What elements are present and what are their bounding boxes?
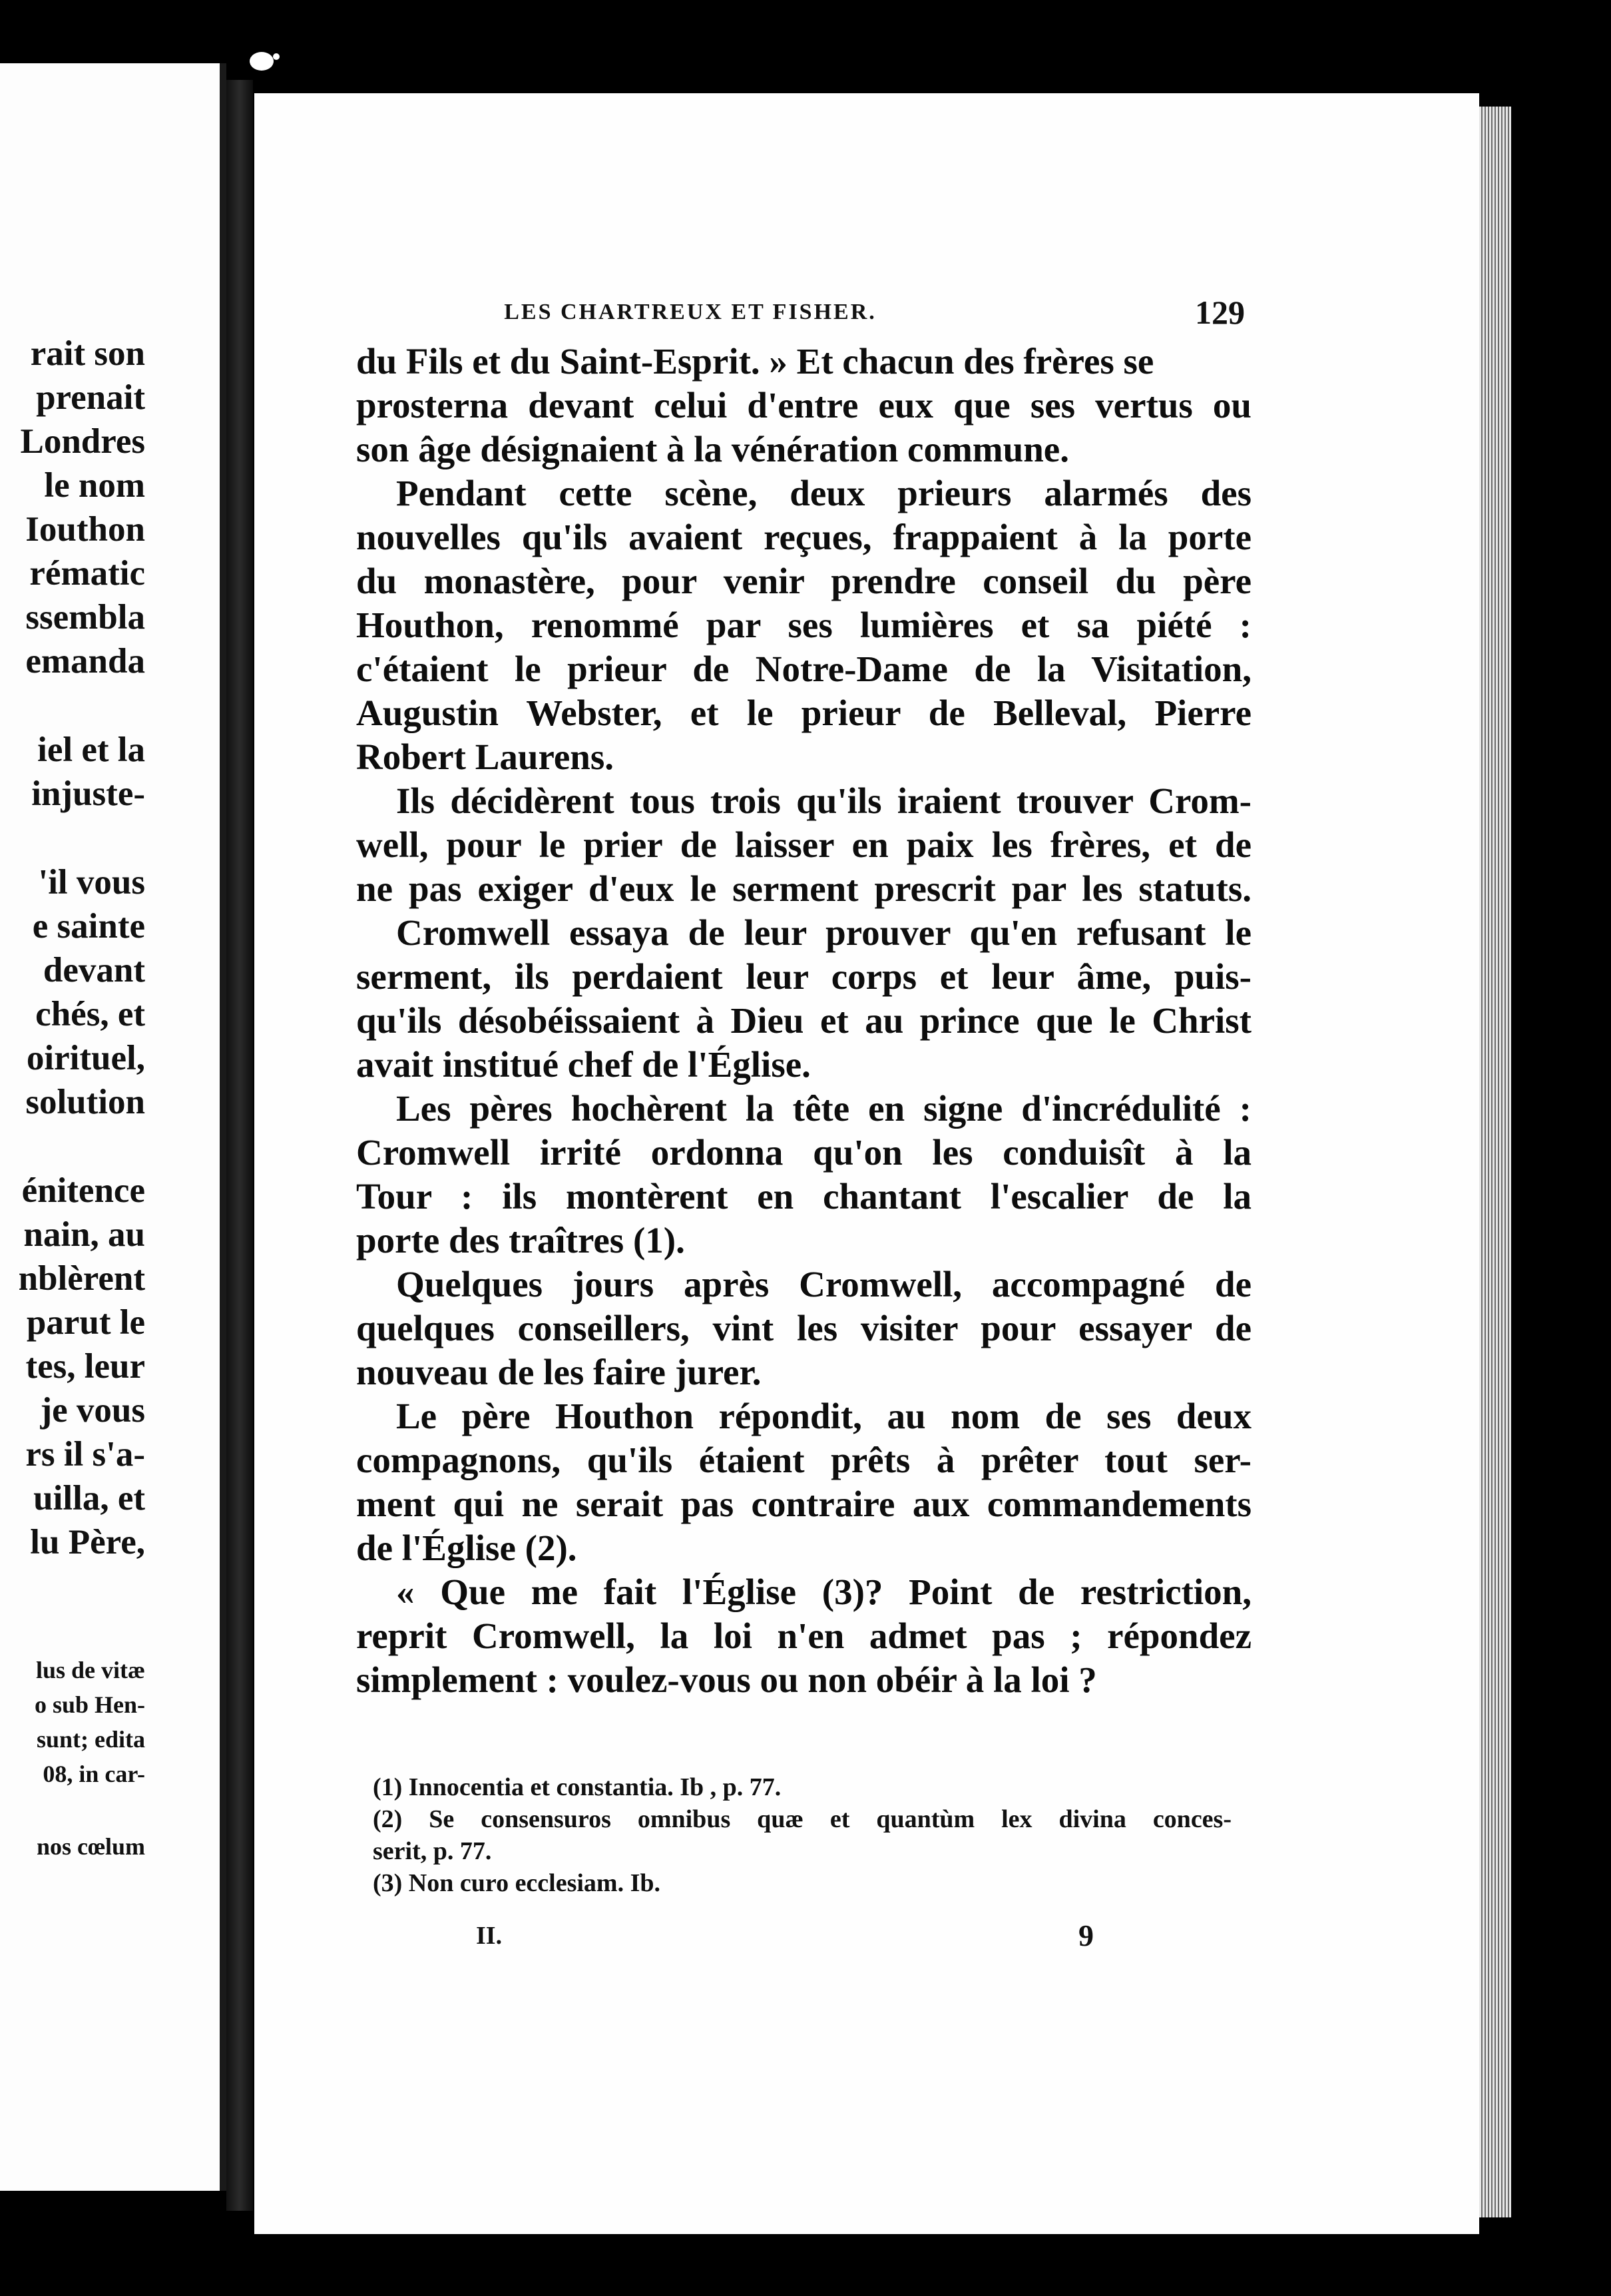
text-line: Ils décidèrent tous trois qu'ils iraient trouver Crom- xyxy=(396,780,1252,821)
text-line: qu'ils désobéissaient à Dieu et au prince que le Christ xyxy=(356,1000,1252,1041)
text-line: reprit Cromwell, la loi n'en admet pas ; répondez xyxy=(356,1615,1252,1656)
previous-page xyxy=(0,63,226,2191)
text-line: Houthon, renommé par ses lumières et sa piété : xyxy=(356,605,1252,645)
text-line: ne pas exiger d'eux le serment prescrit par les statuts. xyxy=(356,868,1252,909)
text-line: compagnons, qu'ils étaient prêts à prêter tout ser- xyxy=(356,1440,1252,1480)
left-page-line: Londres xyxy=(20,422,145,461)
left-page-footnote-line: 08, in car- xyxy=(43,1761,145,1787)
left-page-line: solution xyxy=(25,1083,145,1121)
text-line: well, pour le prier de laisser en paix les frères, et de xyxy=(356,824,1252,865)
text-line: serment, ils perdaient leur corps et leur âme, puis- xyxy=(356,956,1252,997)
left-page-line: rait son xyxy=(30,334,145,373)
text-line: du Fils et du Saint-Esprit. » Et chacun des frères se xyxy=(356,341,1154,382)
left-page-line: iel et la xyxy=(37,730,145,769)
left-page-line: parut le xyxy=(26,1303,145,1342)
left-page-line: chés, et xyxy=(35,995,145,1033)
book-gutter xyxy=(226,80,253,2211)
text-line: simplement : voulez-vous ou non obéir à la loi ? xyxy=(356,1659,1097,1700)
left-page-line: nain, au xyxy=(23,1215,145,1254)
text-line: ment qui ne serait pas contraire aux commandements xyxy=(356,1484,1252,1524)
volume-signature: II. xyxy=(476,1922,503,1950)
left-page-line: le nom xyxy=(44,466,145,505)
page-number: 129 xyxy=(1195,294,1245,331)
text-line: Pendant cette scène, deux prieurs alarmés des xyxy=(396,473,1252,513)
left-page-line: ssembla xyxy=(25,598,145,637)
left-page-line: e sainte xyxy=(32,907,145,946)
scan-background xyxy=(1511,107,1611,2217)
left-page-line: prenait xyxy=(36,378,145,417)
text-line: son âge désignaient à la vénération commune. xyxy=(356,429,1069,469)
text-line: nouveau de les faire jurer. xyxy=(356,1352,762,1392)
running-title: LES CHARTREUX ET FISHER. xyxy=(504,300,877,324)
left-page-line: énitence xyxy=(21,1171,145,1210)
text-line: Quelques jours après Cromwell, accompagné de xyxy=(396,1264,1252,1304)
left-page-footnote-line: lus de vitæ xyxy=(35,1657,145,1683)
text-line: « Que me fait l'Église (3)? Point de restriction, xyxy=(396,1572,1252,1612)
left-page-line: rématic xyxy=(29,554,145,593)
text-line: Le père Houthon répondit, au nom de ses deux xyxy=(396,1396,1252,1436)
left-page-line: injuste- xyxy=(31,774,145,813)
dust-speck xyxy=(273,53,280,60)
text-line: porte des traîtres (1). xyxy=(356,1220,685,1261)
text-line: avait institué chef de l'Église. xyxy=(356,1044,811,1085)
text-line: c'étaient le prieur de Notre-Dame de la Visitation, xyxy=(356,649,1252,689)
text-line: Tour : ils montèrent en chantant l'escalier de la xyxy=(356,1176,1252,1217)
text-line: Robert Laurens. xyxy=(356,736,614,777)
left-page-footnote-line: sunt; edita xyxy=(36,1726,145,1753)
footnote-line: (1) Innocentia et constantia. Ib , p. 77. xyxy=(373,1773,782,1801)
page-body xyxy=(356,340,1252,1702)
left-page-line: nblèrent xyxy=(18,1259,145,1298)
left-page-line: devant xyxy=(43,951,145,990)
text-line: nouvelles qu'ils avaient reçues, frappaient à la porte xyxy=(356,517,1252,557)
left-page-line: rs il s'a- xyxy=(25,1435,145,1474)
text-line: Les pères hochèrent la tête en signe d'incrédulité : xyxy=(396,1088,1252,1129)
page-edges xyxy=(1479,107,1511,2217)
text-line: quelques conseillers, vint les visiter pour essayer de xyxy=(356,1308,1252,1348)
footnote-line: (2) Se consensuros omnibus quæ et quantùm lex divina conces- xyxy=(373,1805,1232,1833)
text-line: prosterna devant celui d'entre eux que ses vertus ou xyxy=(356,385,1252,426)
left-page-line: oirituel, xyxy=(26,1039,145,1077)
footnotes xyxy=(373,1771,1232,1899)
left-page-line: uilla, et xyxy=(33,1479,145,1518)
dust-speck xyxy=(250,52,274,71)
left-page-line: je vous xyxy=(40,1391,145,1430)
footnote-line: serit, p. 77. xyxy=(373,1837,492,1865)
left-page-footnote-line: o sub Hen- xyxy=(34,1691,145,1718)
text-line: Cromwell irrité ordonna qu'on les conduisît à la xyxy=(356,1132,1252,1173)
text-line: de l'Église (2). xyxy=(356,1528,577,1568)
left-page-line: 'il vous xyxy=(38,863,145,902)
left-page-line: emanda xyxy=(25,642,145,681)
left-page-line: Iouthon xyxy=(25,510,145,549)
left-page-line: lu Père, xyxy=(30,1523,145,1562)
left-page-line: tes, leur xyxy=(25,1347,145,1386)
text-line: du monastère, pour venir prendre conseil du père xyxy=(356,561,1252,601)
text-line: Augustin Webster, et le prieur de Belleval, Pierre xyxy=(356,693,1252,733)
left-page-footnote-line: nos cœlum xyxy=(36,1833,145,1860)
footnote-line: (3) Non curo ecclesiam. Ib. xyxy=(373,1869,661,1897)
sheet-number: 9 xyxy=(1078,1918,1094,1952)
text-line: Cromwell essaya de leur prouver qu'en refusant le xyxy=(396,912,1252,953)
